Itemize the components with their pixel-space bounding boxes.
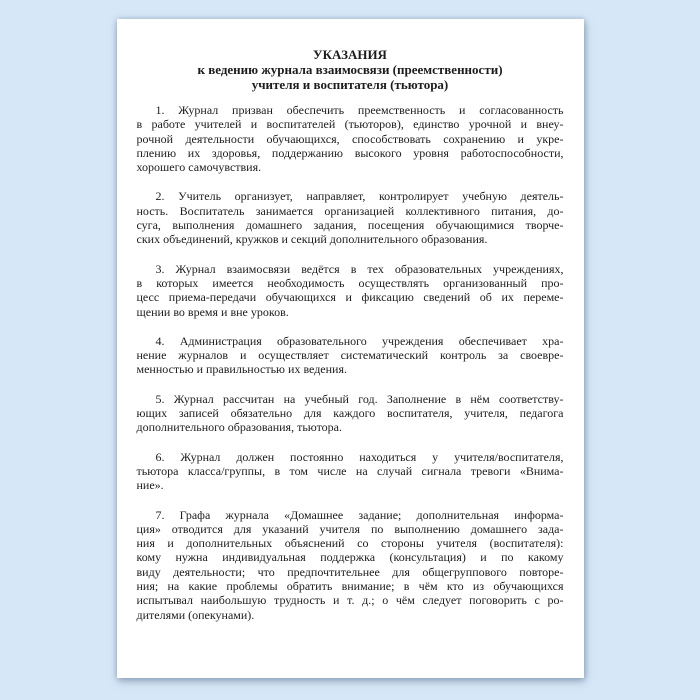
paragraph-line: щении во время и вне уроков. [136, 304, 289, 319]
paragraph-line: ния и дополнительных объяснений со стороны учителя (воспитателя): [136, 536, 564, 551]
paragraph-line: виду деятельности; что предпочтительнее для общегруппового повторе- [136, 564, 564, 579]
paragraph-line: цесс приема-передачи обучающихся и фиксацию сведений об их переме- [136, 290, 564, 305]
paragraph-line: 6. Журнал должен постоянно находиться у учителя/воспитателя, [155, 449, 564, 464]
paragraph-line: испытывал наибольшую трудность и т. д.; о чём следует поговорить с ро- [136, 593, 564, 608]
document-page [117, 19, 584, 678]
paragraph-line: ность. Воспитатель занимается организацией коллективного питания, до- [136, 203, 564, 218]
paragraph-line: менностью и правильностью их ведения. [136, 362, 347, 377]
page-title [137, 47, 564, 92]
document-title-line: УКАЗАНИЯ [313, 47, 387, 62]
paragraph [137, 334, 564, 377]
paragraph-line: дителями (опекунами). [136, 607, 255, 622]
paragraph-line: 1. Журнал призван обеспечить преемственность и согласованность [155, 103, 564, 117]
paragraph-line: дополнительного образования, тьютора. [136, 420, 343, 435]
paragraph-line: в которых имеется необходимость осуществлять организованный про- [136, 275, 564, 290]
paragraph [137, 450, 564, 493]
paragraph-line: плению их здоровья, поддержанию высокого уровня работоспособности, [136, 145, 564, 160]
desktop-background [0, 19, 700, 700]
document-title-line: к ведению журнала взаимосвязи (преемственности) [197, 62, 503, 77]
paragraph [137, 262, 564, 319]
paragraph-line: хорошего самочувствия. [136, 160, 262, 175]
paragraph-line: 2. Учитель организует, направляет, контролирует учебную деятель- [155, 189, 564, 204]
paragraph-line: кому нужна индивидуальная поддержка (консультация) и по какому [136, 550, 564, 565]
paragraph-line: 5. Журнал рассчитан на учебный год. Заполнение в нём соответству- [155, 391, 564, 406]
paragraph-line: 7. Графа журнала «Домашнее задание; дополнительная информа- [155, 507, 564, 522]
paragraph-line: нение журналов и осуществляет систематический контроль за своевре- [136, 348, 564, 363]
paragraph-line: тьютора класса/группы, в том числе на случай сигнала тревоги «Внима- [136, 463, 564, 478]
paragraph-line: ние». [136, 478, 164, 493]
paragraph [137, 103, 564, 174]
paragraph-line: 3. Журнал взаимосвязи ведётся в тех образовательных учреждениях, [155, 261, 564, 276]
document-body [137, 103, 564, 622]
paragraph-line: суга, выполнения домашнего задания, посещения обучающимися творче- [136, 218, 564, 233]
paragraph-line: ских объединений, кружков и секций дополнительного образования. [136, 232, 488, 247]
paragraph [137, 392, 564, 435]
paragraph-line: ция» отводится для указаний учителя по выполнению домашнего зада- [136, 521, 564, 536]
paragraph-line: 4. Администрация образовательного учреждения обеспечивает хра- [155, 333, 564, 348]
document-title-line: учителя и воспитателя (тьютора) [251, 77, 449, 92]
paragraph [137, 189, 564, 246]
paragraph-line: ния; на какие проблемы обратить внимание; в чём кто из обучающихся [136, 579, 564, 594]
paragraph-line: рочной деятельности обучающихся, способствовать сохранению и укре- [136, 131, 564, 146]
paragraph [137, 508, 564, 622]
paragraph-line: ющих записей обязательно для каждого воспитателя, учителя, педагога [136, 406, 564, 421]
paragraph-line: в работе учителей и воспитателей (тьюторов), единство урочной и внеу- [136, 117, 564, 132]
